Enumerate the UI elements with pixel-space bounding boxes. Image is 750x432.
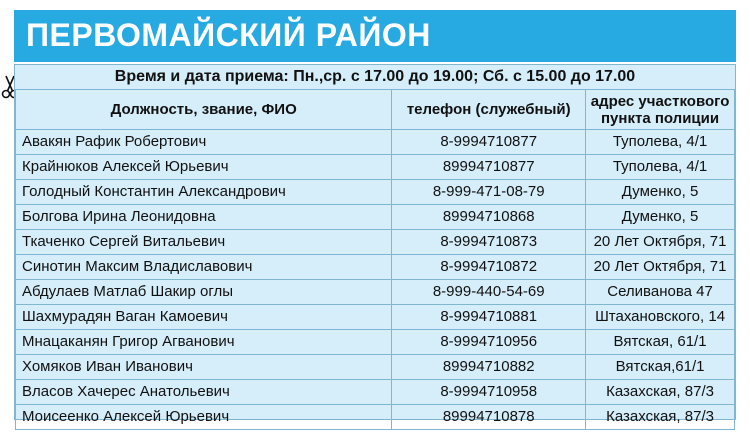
table-row [16, 130, 735, 155]
cell-name: Болгова Ирина Леонидовна [16, 205, 392, 230]
cell-name: Крайнюков Алексей Юрьевич [16, 155, 392, 180]
cell-name: Моисеенко Алексей Юрьевич [16, 405, 392, 430]
cell-address: Казахская, 87/3 [586, 405, 735, 430]
cell-address: Туполева, 4/1 [586, 155, 735, 180]
cell-address: Штахановского, 14 [586, 305, 735, 330]
cell-phone: 8-9994710956 [392, 330, 586, 355]
contacts-table-frame [14, 64, 736, 425]
table-row [16, 355, 735, 380]
table-row [16, 155, 735, 180]
cell-phone: 8-9994710958 [392, 380, 586, 405]
column-header-phone: телефон (служебный) [392, 90, 586, 130]
table-row [16, 330, 735, 355]
cell-address: Селиванова 47 [586, 280, 735, 305]
cell-address: Вятская,61/1 [586, 355, 735, 380]
cell-name: Власов Хачерес Анатольевич [16, 380, 392, 405]
cell-name: Авакян Рафик Робертович [16, 130, 392, 155]
cell-name: Мнацаканян Григор Агванович [16, 330, 392, 355]
table-row [16, 380, 735, 405]
table-row [16, 205, 735, 230]
reception-schedule: Время и дата приема: Пн.,ср. с 17.00 до 19.00; Сб. с 15.00 до 17.00 [15, 65, 735, 90]
cell-address: Думенко, 5 [586, 180, 735, 205]
cell-phone: 89994710882 [392, 355, 586, 380]
contacts-table [15, 89, 735, 430]
column-header-address: адрес участкового пункта полиции [586, 90, 735, 130]
cell-name: Голодный Константин Александрович [16, 180, 392, 205]
table-row [16, 280, 735, 305]
cell-address: 20 Лет Октября, 71 [586, 230, 735, 255]
cell-name: Хомяков Иван Иванович [16, 355, 392, 380]
cell-phone: 89994710877 [392, 155, 586, 180]
cell-phone: 8-9994710877 [392, 130, 586, 155]
cell-name: Абдулаев Матлаб Шакир оглы [16, 280, 392, 305]
cell-address: Думенко, 5 [586, 205, 735, 230]
cell-phone: 8-9994710873 [392, 230, 586, 255]
cell-phone: 8-999-471-08-79 [392, 180, 586, 205]
cell-address: 20 Лет Октября, 71 [586, 255, 735, 280]
column-header-name: Должность, звание, ФИО [16, 90, 392, 130]
district-banner [14, 10, 736, 62]
cell-name: Синотин Максим Владиславович [16, 255, 392, 280]
table-row [16, 255, 735, 280]
cell-address: Туполева, 4/1 [586, 130, 735, 155]
cell-phone: 8-999-440-54-69 [392, 280, 586, 305]
table-header-row [16, 90, 735, 130]
cell-name: Ткаченко Сергей Витальевич [16, 230, 392, 255]
cell-address: Казахская, 87/3 [586, 380, 735, 405]
cell-phone: 8-9994710872 [392, 255, 586, 280]
table-row [16, 405, 735, 430]
cell-phone: 8-9994710881 [392, 305, 586, 330]
table-row [16, 305, 735, 330]
page-title: ПЕРВОМАЙСКИЙ РАЙОН [26, 17, 431, 53]
cell-name: Шахмурадян Ваган Камоевич [16, 305, 392, 330]
cell-phone: 89994710868 [392, 205, 586, 230]
cell-phone: 89994710878 [392, 405, 586, 430]
cell-address: Вятская, 61/1 [586, 330, 735, 355]
table-row [16, 230, 735, 255]
table-row [16, 180, 735, 205]
